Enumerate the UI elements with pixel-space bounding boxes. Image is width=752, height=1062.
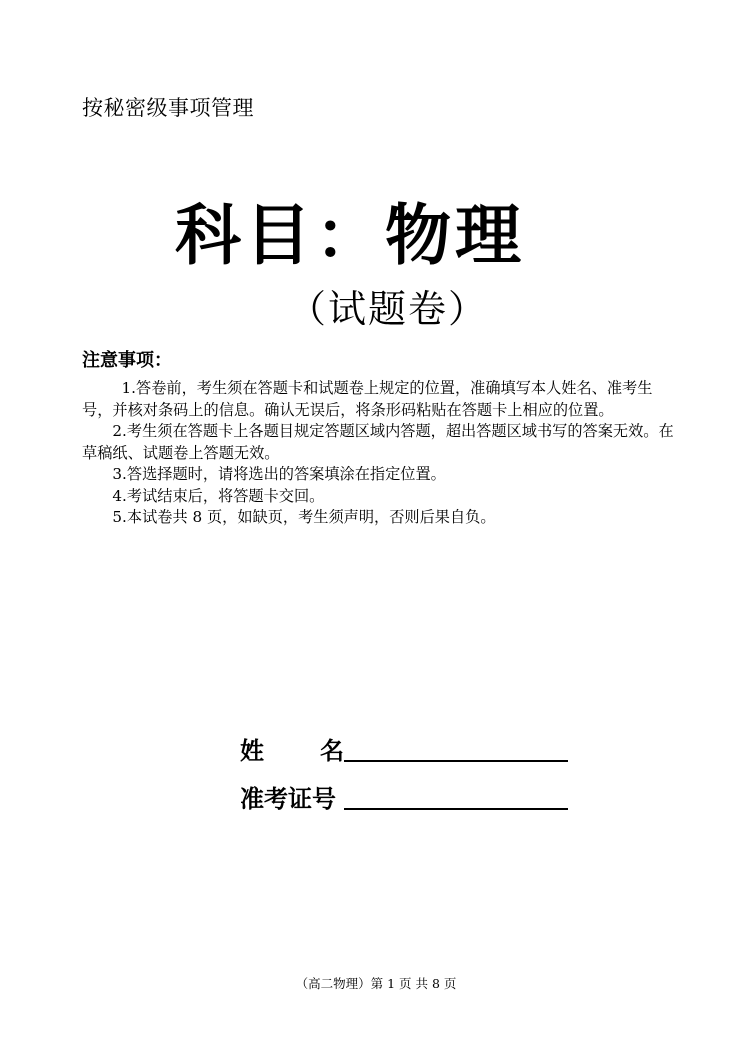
name-label-char-2: 名: [320, 737, 344, 765]
id-blank-line[interactable]: [344, 778, 568, 810]
instructions: [82, 378, 678, 529]
name-row: [240, 724, 568, 766]
name-blank-line[interactable]: [344, 730, 568, 762]
instruction-item-2: 2.考生须在答题卡上各题目规定答题区域内答题，超出答题区域书写的答案无效。在草稿纸、试题卷上答题无效。: [82, 422, 674, 462]
page-footer: （高二物理）第 1 页 共 8 页: [295, 976, 457, 991]
name-label: [240, 731, 344, 766]
paper-type: （试题卷）: [288, 287, 489, 331]
instruction-item-3: 3.答选择题时，请将选出的答案填涂在指定位置。: [112, 465, 446, 483]
candidate-info: [240, 724, 568, 820]
subject-title: 科目：物理: [175, 197, 525, 274]
instruction-item-1: 1.答卷前，考生须在答题卡和试题卷上规定的位置，准确填写本人姓名、准考生号，并核对条码上的信息。确认无误后，将条形码粘贴在答题卡上相应的位置。: [82, 379, 653, 419]
id-row: [240, 772, 568, 814]
notice-heading: 注意事项：: [82, 350, 172, 371]
name-label-char-1: 姓: [240, 737, 264, 765]
classification-note: 按秘密级事项管理: [82, 96, 254, 120]
instruction-item-5: 5.本试卷共 8 页，如缺页，考生须声明，否则后果自负。: [112, 508, 496, 526]
id-label: 准考证号: [240, 785, 336, 813]
instruction-item-4: 4.考试结束后，将答题卡交回。: [112, 486, 325, 505]
